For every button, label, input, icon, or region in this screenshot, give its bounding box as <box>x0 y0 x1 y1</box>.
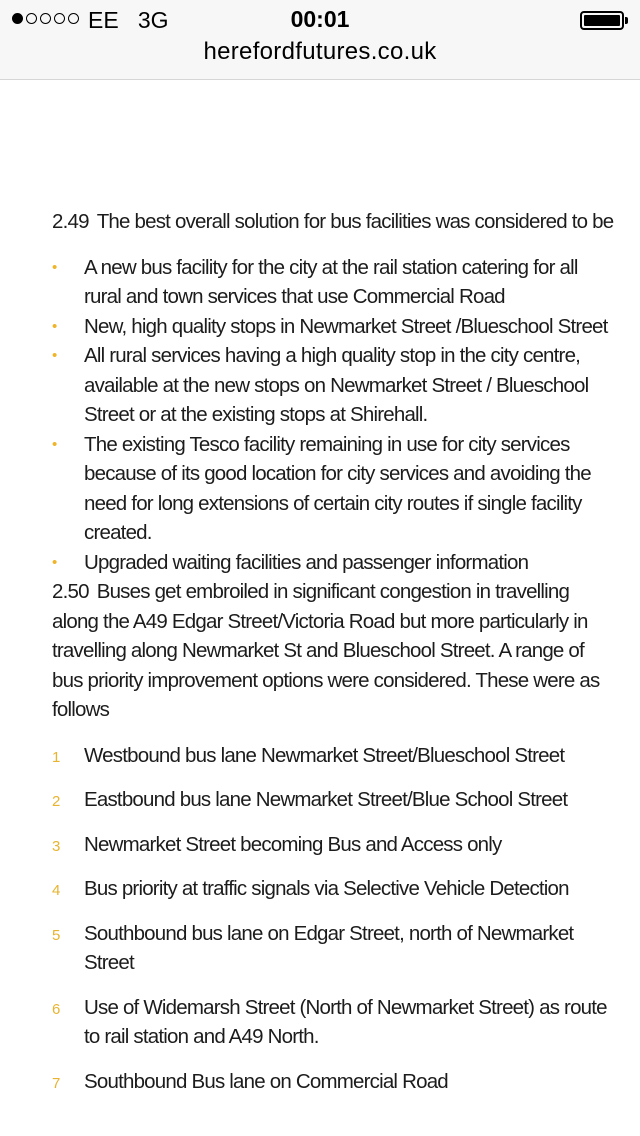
list-item-text: Use of Widemarsh Street (North of Newmarket Street) as route to rail station and A49 North. <box>84 995 607 1048</box>
list-item <box>52 253 617 312</box>
list-item-text: Eastbound bus lane Newmarket Street/Blue School Street <box>84 788 568 811</box>
status-time: 00:01 <box>290 6 350 32</box>
list-item-text: All rural services having a high quality stop in the city centre, available at the new stops on Newmarket Street / Blueschool Street or at the existing stops at Shirehall. <box>84 344 589 426</box>
bullet-marker: • <box>52 258 57 276</box>
item-number: 6 <box>52 1000 60 1018</box>
bullet-marker: • <box>52 317 57 335</box>
item-number: 2 <box>52 793 60 810</box>
address-bar-url[interactable]: herefordfutures.co.uk <box>203 38 437 65</box>
list-item-text: Bus priority at traffic signals via Selective Vehicle Detection <box>84 877 569 900</box>
battery-icon <box>580 11 624 30</box>
list-item <box>52 430 617 548</box>
item-number: 5 <box>52 926 60 944</box>
list-item <box>52 341 617 430</box>
list-item <box>52 312 617 342</box>
bullet-marker: • <box>52 553 57 571</box>
item-number: 7 <box>52 1074 60 1092</box>
paragraph-text: The best overall solution for bus facilities was considered to be <box>96 210 614 233</box>
list-item-text: Southbound bus lane on Edgar Street, north of Newmarket Street <box>84 921 574 974</box>
browser-top-bar <box>0 0 640 80</box>
list-item-text: Southbound Bus lane on Commercial Road <box>84 1069 448 1093</box>
list-item-text: The existing Tesco facility remaining in use for city services because of its good location for city services and avoiding the need for long extensions of certain city routes if single facility created. <box>84 432 591 544</box>
bullet-marker: • <box>52 435 57 453</box>
item-number: 3 <box>52 837 60 855</box>
paragraph-number: 2.50 <box>52 580 89 603</box>
bus-priority-options-list <box>52 741 617 1097</box>
bus-facilities-list <box>52 253 617 578</box>
list-item <box>52 548 617 578</box>
list-item-text: New, high quality stops in Newmarket Street /Blueschool Street <box>84 314 608 338</box>
paragraph-2-49 <box>52 207 617 237</box>
document-content <box>52 207 617 1111</box>
paragraph-2-50 <box>52 577 617 725</box>
bullet-marker: • <box>52 347 57 364</box>
network-type: 3G <box>137 7 169 33</box>
list-item-text: Upgraded waiting facilities and passenger information <box>84 550 529 574</box>
item-number: 4 <box>52 882 60 899</box>
list-item <box>52 785 617 815</box>
list-item <box>52 919 617 978</box>
list-item-text: Westbound bus lane Newmarket Street/Blueschool Street <box>84 743 565 767</box>
list-item-text: Newmarket Street becoming Bus and Access only <box>84 832 502 856</box>
status-bar <box>0 0 640 40</box>
list-item <box>52 830 617 860</box>
item-number: 1 <box>52 748 60 766</box>
list-item-text: A new bus facility for the city at the rail station catering for all rural and town services that use Commercial Road <box>84 255 578 308</box>
list-item <box>52 741 617 771</box>
list-item <box>52 874 617 904</box>
paragraph-number: 2.49 <box>52 210 89 233</box>
paragraph-text: Buses get embroiled in significant congestion in travelling along the A49 Edgar Street/Victoria Road but more particularly in travelling along Newmarket St and Blueschool Street. A range of bus priority improvement options were considered. These were as follows <box>52 580 600 721</box>
list-item <box>52 1067 617 1097</box>
carrier-name: EE <box>88 7 119 33</box>
list-item <box>52 993 617 1052</box>
